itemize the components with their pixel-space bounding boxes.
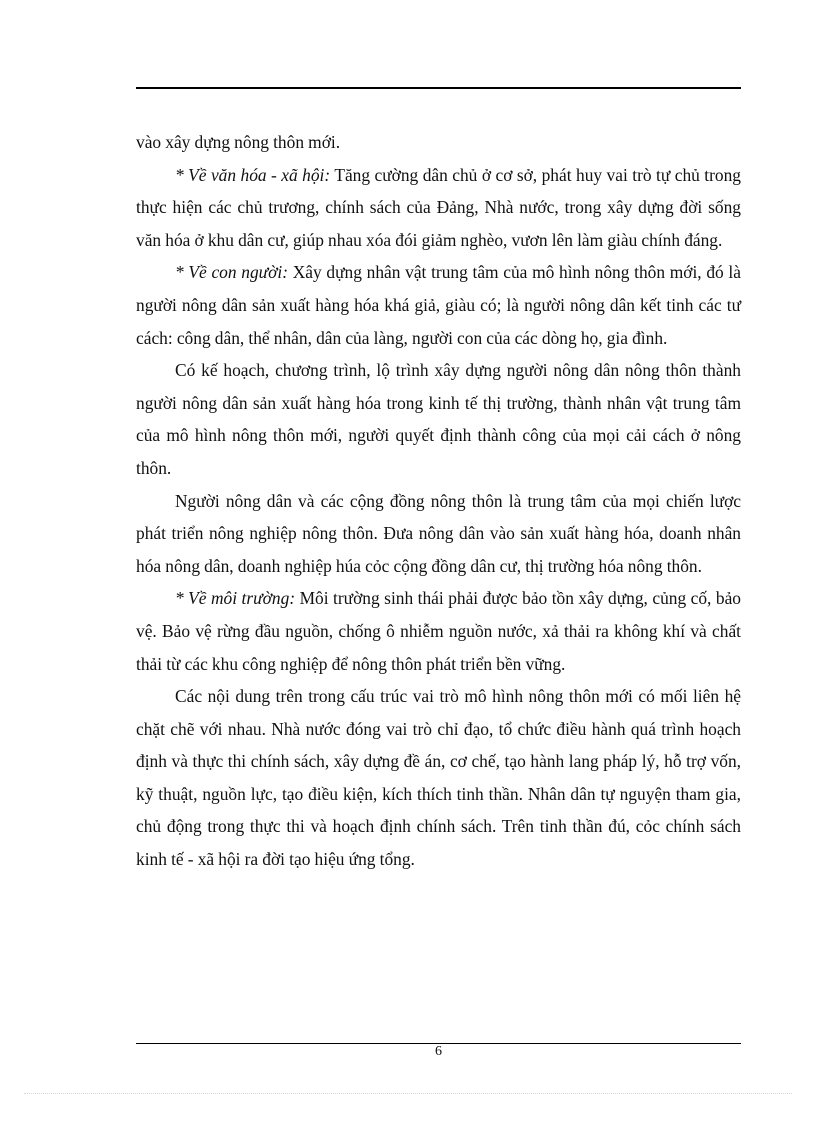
paragraph-lead: * Về con người: (175, 262, 289, 283)
paragraph-culture-society (136, 159, 741, 257)
paragraph-continuation (136, 126, 741, 159)
paragraph-text: Môi trường sinh thái phải được bảo tồn xây dựng, củng cố, bảo vệ. Bảo vệ rừng đầu nguồn, chống ô nhiễm nguồn nước, xả thải ra không khí và chất thải từ các khu công nghiệp để nông thôn phát triển bền vững. (136, 588, 741, 674)
paragraph-text: vào xây dựng nông thôn mới. (136, 132, 341, 152)
paragraph-lead: * Về văn hóa - xã hội: (175, 164, 331, 185)
header-rule (136, 87, 741, 89)
page-body (136, 126, 741, 876)
paragraph-text: Xây dựng nhân vật trung tâm của mô hình nông thôn mới, đó là người nông dân sản xuất hàng hóa khá giả, giàu có; là người nông dân kết tinh các tư cách: công dân, thể nhân, dân của làng, người con của các dòng họ, gia đình. (136, 262, 741, 348)
page-number: 6 (435, 1044, 442, 1059)
paragraph-text: Người nông dân và các cộng đồng nông thôn là trung tâm của mọi chiến lược phát triển nông nghiệp nông thôn. Đưa nông dân vào sản xuất hàng hóa, doanh nhân hóa nông dân, doanh nghiệp húa cỏc cộng đồng dân cư, thị trường hóa nông thôn. (136, 490, 741, 576)
paragraph-community-center (136, 485, 741, 583)
paragraph-text: Tăng cường dân chủ ở cơ sở, phát huy vai trò tự chủ trong thực hiện các chủ trương, chính sách của Đảng, Nhà nước, trong xây dựng đời sống văn hóa ở khu dân cư, giúp nhau xóa đói giảm nghèo, vươn lên làm giàu chính đáng. (136, 164, 742, 250)
paragraph-people (136, 256, 741, 354)
paragraph-structure-summary (136, 680, 741, 876)
paragraph-farmer-plan (136, 354, 741, 484)
page-edge-dots (24, 1093, 792, 1094)
paragraph-text: Có kế hoạch, chương trình, lộ trình xây dựng người nông dân nông thôn thành người nông dân sản xuất hàng hóa trong kinh tế thị trường, thành nhân vật trung tâm của mô hình nông thôn mới, người quyết định thành công của mọi cải cách ở nông thôn. (136, 360, 741, 478)
paragraph-environment (136, 582, 741, 680)
paragraph-text: Các nội dung trên trong cấu trúc vai trò mô hình nông thôn mới có mối liên hệ chặt chẽ với nhau. Nhà nước đóng vai trò chỉ đạo, tổ chức điều hành quá trình hoạch định và thực thi chính sách, xây dựng đề án, cơ chế, tạo hành lang pháp lý, hỗ trợ vốn, kỹ thuật, nguồn lực, tạo điều kiện, kích thích tinh thần. Nhân dân tự nguyện tham gia, chủ động trong thực thi và hoạch định chính sách. Trên tinh thần đú, cỏc chính sách kinh tế - xã hội ra đời tạo hiệu ứng tổng. (136, 686, 741, 870)
paragraph-lead: * Về môi trường: (175, 588, 296, 609)
